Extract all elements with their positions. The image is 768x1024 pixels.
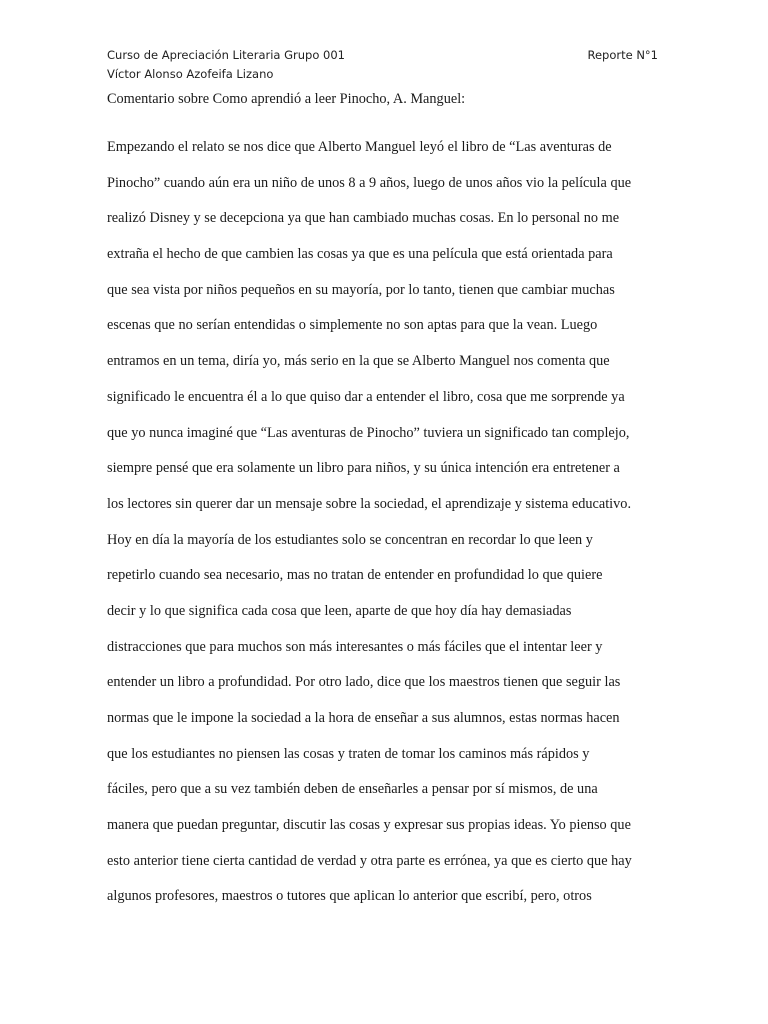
paragraph-line: extraña el hecho de que cambien las cosas ya que es una película que está orientada para [107,246,613,263]
paragraph-line: entramos en un tema, diría yo, más serio en la que se Alberto Manguel nos comenta que [107,353,610,370]
document-header [107,46,658,84]
header-second-row [107,65,658,84]
body-paragraph [107,135,660,920]
document-subtitle: Comentario sobre Como aprendió a leer Pinocho, A. Manguel: [107,91,466,107]
paragraph-line: que yo nunca imaginé que “Las aventuras de Pinocho” tuviera un significado tan complejo, [107,424,630,441]
paragraph-line: esto anterior tiene cierta cantidad de verdad y otra parte es errónea, ya que es cierto que hay [107,852,632,869]
paragraph-line: manera que puedan preguntar, discutir las cosas y expresar sus propias ideas. Yo pienso que [107,817,631,834]
paragraph-line: normas que le impone la sociedad a la hora de enseñar a sus alumnos, estas normas hacen [107,710,620,726]
paragraph-line: que los estudiantes no piensen las cosas y traten de tomar los caminos más rápidos y [107,745,590,762]
paragraph-line: fáciles, pero que a su vez también deben de enseñarles a pensar por sí mismos, de una [107,781,598,798]
paragraph-line: los lectores sin querer dar un mensaje sobre la sociedad, el aprendizaje y sistema educativo. [107,495,632,512]
paragraph-line: escenas que no serían entendidas o simplemente no son aptas para que la vean. Luego [107,317,598,334]
paragraph-line: realizó Disney y se decepciona ya que han cambiado muchas cosas. En lo personal no me [107,210,620,227]
paragraph-line: que sea vista por niños pequeños en su mayoría, por lo tanto, tienen que cambiar muchas [107,281,615,298]
paragraph-line: Pinocho” cuando aún era un niño de unos 8 a 9 años, luego de unos años vio la película que [107,174,632,191]
paragraph-line: decir y lo que significa cada cosa que leen, aparte de que hoy día hay demasiadas [107,602,572,619]
report-number: Reporte N°1 [587,48,658,62]
paragraph-line: Empezando el relato se nos dice que Alberto Manguel leyó el libro de “Las aventuras de [107,139,612,155]
paragraph-line: Hoy en día la mayoría de los estudiantes solo se concentran en recordar lo que leen y [107,531,593,548]
paragraph-line: distracciones que para muchos son más interesantes o más fáciles que el intentar leer y [107,638,603,655]
paragraph-line: entender un libro a profundidad. Por otro lado, dice que los maestros tienen que seguir las [107,674,621,691]
paragraph-line: algunos profesores, maestros o tutores que aplican lo anterior que escribí, pero, otros [107,888,592,905]
header-first-row [107,46,658,65]
paragraph-line: siempre pensé que era solamente un libro para niños, y su única intención era entretener a [107,460,620,477]
author-name: Víctor Alonso Azofeifa Lizano [107,67,274,81]
paragraph-line: repetirlo cuando sea necesario, mas no tratan de entender en profundidad lo que quiere [107,567,603,584]
paragraph-line: significado le encuentra él a lo que quiso dar a entender el libro, cosa que me sorprende ya [107,388,625,405]
course-title: Curso de Apreciación Literaria Grupo 001 [107,48,345,62]
